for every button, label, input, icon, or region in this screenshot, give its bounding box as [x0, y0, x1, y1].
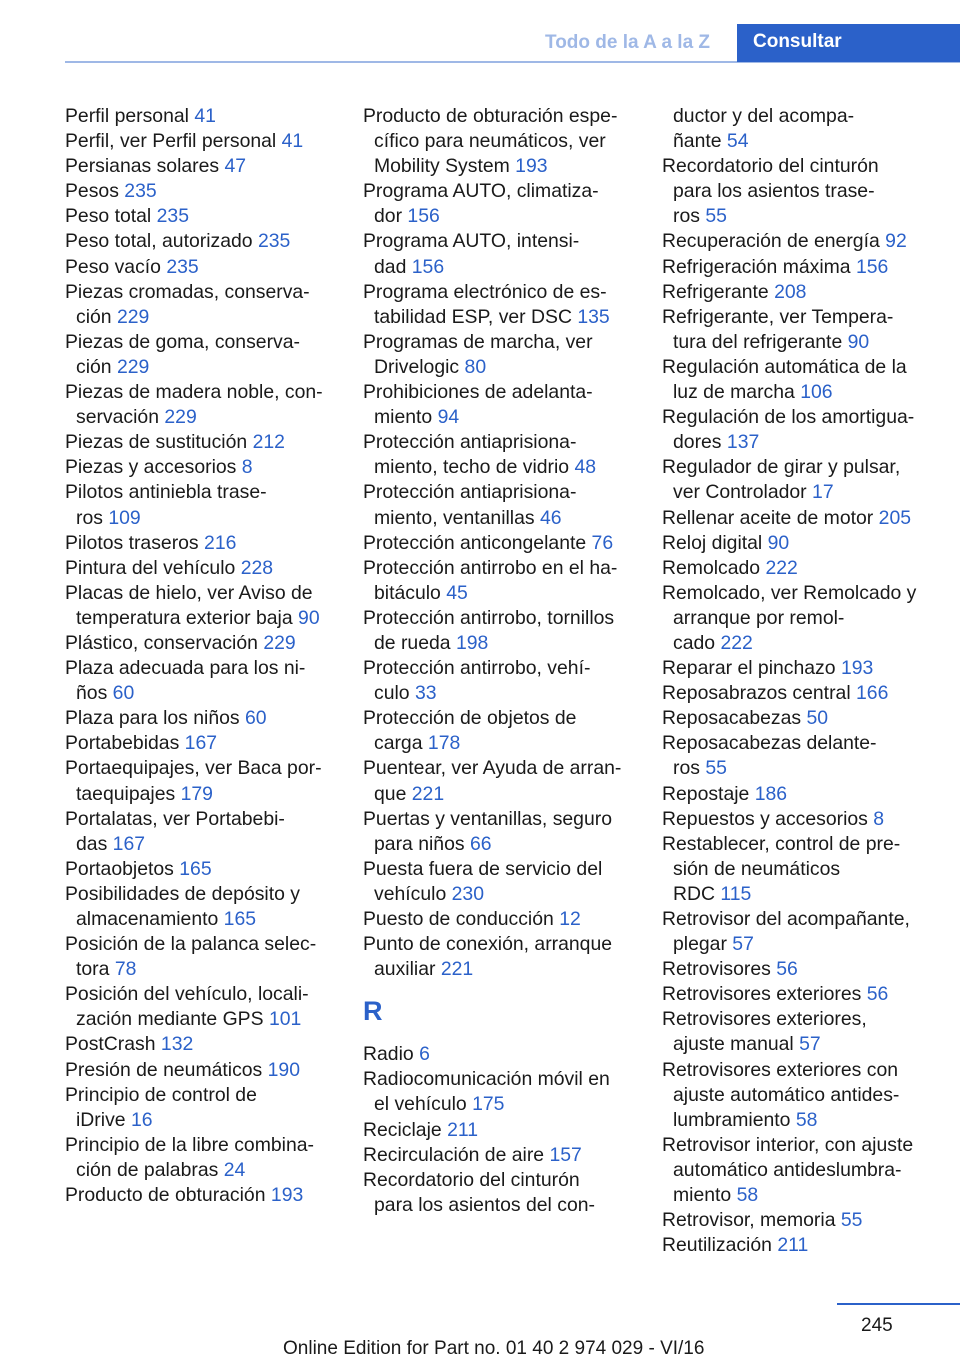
index-entry-text: Piezas y accesorios	[65, 456, 237, 479]
index-entry-text: Portalatas, ver Portabebi- das	[65, 807, 285, 855]
page-link[interactable]: 211	[447, 1118, 478, 1141]
page-link[interactable]: 109	[108, 506, 141, 529]
page-link[interactable]: 56	[776, 958, 798, 981]
index-entry-text: Peso vacío	[65, 255, 161, 278]
page-link[interactable]: 222	[765, 556, 798, 579]
page-link[interactable]: 41	[281, 130, 304, 153]
index-entry-text: Plástico, conservación	[65, 631, 258, 654]
page-link[interactable]: 137	[726, 431, 760, 454]
index-entry-text: Protección antirrobo, vehí- culo	[363, 657, 591, 705]
page-link[interactable]: 92	[885, 230, 907, 253]
index-entry-text: Pintura del vehículo	[65, 556, 236, 579]
index-entry-text: Reposacabezas delante- ros	[662, 732, 877, 780]
page-link[interactable]: 94	[437, 406, 460, 429]
page-link[interactable]: 66	[469, 832, 492, 855]
page-link[interactable]: 135	[577, 305, 610, 328]
page-link[interactable]: 8	[241, 456, 253, 479]
index-entry-text: Protección anticongelante	[363, 531, 587, 554]
index-entry-text: Protección de objetos de carga	[363, 707, 577, 755]
index-entry-text: Principio de control de iDrive	[65, 1083, 257, 1131]
index-entry-text: Presión de neumáticos	[65, 1058, 263, 1081]
index-entry	[662, 1007, 930, 1057]
index-entry	[662, 229, 930, 254]
index-entry	[65, 581, 333, 631]
index-entry	[363, 229, 631, 279]
index-entry-text: Programa electrónico de es- tabilidad ESP, ver DSC	[363, 280, 607, 328]
index-entry-text: Posición del vehículo, locali- zación mediante GPS	[65, 983, 309, 1031]
index-entry	[662, 1058, 930, 1133]
page-link[interactable]: 115	[720, 882, 752, 905]
page-link[interactable]: 205	[878, 506, 912, 529]
index-entry	[363, 706, 631, 756]
index-entry	[363, 1168, 631, 1218]
index-entry-text: Regulación automática de la luz de marcha	[662, 355, 907, 404]
page-link[interactable]: 56	[866, 983, 889, 1006]
page-link[interactable]: 167	[112, 832, 146, 855]
index-entry	[363, 330, 631, 380]
page-link[interactable]: 58	[736, 1184, 759, 1207]
index-entry-text: Placas de hielo, ver Aviso de temperatura exterior baja	[65, 581, 313, 629]
index-entry-text: Piezas cromadas, conserva- ción	[65, 280, 310, 328]
index-entry-text: Repuestos y accesorios	[662, 807, 868, 830]
index-entry-text: Radio	[363, 1043, 414, 1066]
page-link[interactable]: 132	[160, 1033, 194, 1056]
page-link[interactable]: 12	[559, 908, 581, 930]
index-entry	[662, 706, 930, 731]
index-entry	[662, 656, 930, 681]
index-entry	[65, 706, 333, 731]
header-section-title[interactable]: Todo de la A a la Z	[545, 32, 711, 53]
index-entry	[65, 1083, 333, 1133]
index-entry	[65, 1133, 333, 1183]
index-entry	[363, 656, 631, 706]
index-entry-text: Rellenar aceite de motor	[662, 506, 874, 529]
index-entry-text: Puesta fuera de servicio del vehículo	[363, 857, 603, 905]
index-entry-text: Recordatorio del cinturón para los asientos trase- ros	[662, 155, 879, 228]
page-link[interactable]: 157	[549, 1143, 582, 1166]
index-entry	[662, 807, 930, 832]
index-entry	[363, 380, 631, 430]
index-entry-text: Protección antirrobo, tornillos de rueda	[363, 606, 615, 654]
index-entry-text: Refrigerante	[662, 280, 769, 303]
index-entry	[662, 255, 930, 280]
index-entry-text: Principio de la libre combina- ción de palabras	[65, 1133, 314, 1181]
page-link[interactable]: 156	[407, 205, 440, 228]
index-entry	[363, 280, 631, 330]
index-entry	[662, 782, 930, 807]
index-entry	[65, 807, 333, 857]
page-link[interactable]: 90	[847, 330, 870, 353]
page-link[interactable]: 90	[298, 606, 320, 629]
index-entry	[65, 229, 333, 254]
index-entry-text: Reutilización	[662, 1234, 772, 1257]
index-entry	[65, 455, 333, 480]
page-link[interactable]: 208	[774, 280, 807, 303]
index-entry	[65, 280, 333, 330]
index-entry	[65, 480, 333, 530]
index-entry	[662, 104, 930, 154]
index-entry	[65, 556, 333, 581]
page-link[interactable]: 235	[156, 205, 189, 228]
index-entry	[65, 430, 333, 455]
index-entry-text: Perfil personal	[65, 105, 189, 127]
page-link[interactable]: 55	[705, 757, 727, 780]
index-column-3	[662, 104, 930, 1258]
index-entry	[363, 430, 631, 480]
index-entry	[363, 807, 631, 857]
index-entry	[662, 154, 930, 229]
page-link[interactable]: 57	[732, 933, 754, 956]
page-link[interactable]: 167	[184, 732, 218, 755]
index-entry	[662, 1233, 930, 1258]
page-link[interactable]: 17	[812, 481, 834, 504]
page-link[interactable]: 193	[515, 155, 548, 178]
page-link[interactable]: 78	[114, 958, 137, 981]
page-link[interactable]: 221	[440, 958, 474, 981]
index-entry	[662, 556, 930, 581]
index-entry	[65, 982, 333, 1032]
page-link[interactable]: 179	[180, 782, 213, 805]
index-entry-text: Programa AUTO, climatiza- dor	[363, 180, 599, 228]
index-entry	[363, 1143, 631, 1168]
page-link[interactable]: 60	[112, 682, 135, 705]
page-link[interactable]: 48	[574, 456, 597, 479]
index-entry-text: Retrovisor del acompañante, plegar	[662, 908, 910, 956]
index-entry	[662, 681, 930, 706]
index-entry	[662, 455, 930, 505]
index-entry	[363, 1118, 631, 1143]
index-entry	[65, 1032, 333, 1057]
page-link[interactable]: 230	[451, 882, 484, 905]
page-link[interactable]: 229	[164, 406, 197, 429]
index-entry-text: Recuperación de energía	[662, 230, 880, 253]
index-entry-text: Plaza para los niños	[65, 707, 240, 730]
page-link[interactable]: 221	[411, 782, 445, 805]
index-entry-text: Reciclaje	[363, 1118, 442, 1141]
index-entry-text: Programa AUTO, intensi- dad	[363, 230, 580, 278]
index-entry-text: Regulación de los amortigua- dores	[662, 406, 915, 454]
index-entry-text: Retrovisores exteriores con ajuste automático antides- lumbramiento	[662, 1058, 900, 1131]
index-entry	[65, 154, 333, 179]
index-entry-text: Plaza adecuada para los ni- ños	[65, 657, 306, 705]
index-entry	[662, 581, 930, 656]
header-tab-consultar[interactable]: Consultar	[737, 24, 960, 62]
page-link[interactable]: 16	[130, 1108, 153, 1131]
index-entry-text: Reparar el pinchazo	[662, 657, 836, 680]
index-entry-text: Protección antiaprisiona- miento, techo de vidrio	[363, 431, 577, 479]
index-entry	[65, 731, 333, 756]
index-entry-text: PostCrash	[65, 1033, 156, 1056]
index-entry	[65, 380, 333, 430]
page-link[interactable]: 101	[268, 1008, 302, 1031]
index-entry	[65, 882, 333, 932]
index-entry-text: Repostaje	[662, 782, 750, 805]
page-link[interactable]: 235	[124, 180, 157, 203]
page-link[interactable]: 193	[270, 1184, 304, 1207]
index-entry-text: Posición de la palanca selec- tora	[65, 933, 317, 981]
index-entry	[65, 104, 333, 129]
page-link[interactable]: 8	[873, 807, 885, 830]
page-link[interactable]: 165	[179, 857, 212, 880]
index-entry	[65, 330, 333, 380]
index-column-1	[65, 104, 333, 1208]
index-entry-text: Pesos	[65, 180, 119, 203]
index-entry-text: Retrovisores exteriores	[662, 983, 862, 1006]
page-link[interactable]: 50	[806, 707, 829, 730]
index-entry-text: Pilotos antiniebla trase- ros	[65, 481, 267, 529]
page-link[interactable]: 33	[414, 682, 437, 705]
index-entry	[363, 179, 631, 229]
index-entry-text: Piezas de goma, conserva- ción	[65, 330, 300, 378]
index-entry	[65, 531, 333, 556]
page-link[interactable]: 186	[754, 782, 788, 805]
index-entry	[363, 606, 631, 656]
index-entry	[65, 1058, 333, 1083]
index-entry-text: Perfil, ver Perfil personal	[65, 130, 277, 153]
page-link[interactable]: 6	[419, 1043, 430, 1066]
index-entry	[662, 731, 930, 781]
footer-rule	[837, 1303, 960, 1305]
page-link[interactable]: 229	[116, 355, 150, 378]
index-entry	[65, 129, 333, 154]
index-letter-heading: R	[363, 996, 383, 1027]
page-link[interactable]: 229	[263, 631, 296, 654]
page-link[interactable]: 45	[446, 581, 468, 604]
index-entry-text: Piezas de madera noble, con- servación	[65, 381, 323, 429]
index-entry-text: Recirculación de aire	[363, 1143, 545, 1166]
index-entry-text: Peso total, autorizado	[65, 230, 253, 253]
index-entry	[363, 932, 631, 982]
index-entry	[65, 857, 333, 882]
page-link[interactable]: 190	[267, 1058, 300, 1081]
index-entry	[662, 832, 930, 907]
index-entry-text: Retrovisores exteriores, ajuste manual	[662, 1008, 867, 1056]
index-entry	[65, 932, 333, 982]
index-column-2	[363, 104, 631, 1218]
index-entry	[662, 531, 930, 556]
index-entry-text: Pilotos traseros	[65, 531, 199, 554]
index-entry	[363, 907, 631, 932]
index-entry-text: Regulador de girar y pulsar, ver Controlador	[662, 456, 901, 504]
page-link[interactable]: 166	[856, 682, 889, 705]
index-entry	[363, 1067, 631, 1117]
index-entry-text: Portabebidas	[65, 732, 180, 755]
index-entry-text: Producto de obturación espe- cífico para neumáticos, ver Mobility System	[363, 105, 618, 178]
index-entry-text: Protección antirrobo en el ha- bitáculo	[363, 556, 618, 604]
page-link[interactable]: 47	[224, 155, 247, 178]
index-entry-text: Protección antiaprisiona- miento, ventanillas	[363, 481, 577, 529]
index-entry-text: Retrovisores	[662, 958, 771, 981]
page-link[interactable]: 55	[840, 1209, 863, 1232]
index-entry	[662, 506, 930, 531]
index-entry	[65, 179, 333, 204]
page-link[interactable]: 212	[252, 431, 285, 454]
index-entry-text: Remolcado	[662, 556, 761, 579]
index-entry	[363, 104, 631, 179]
page-link[interactable]: 90	[767, 531, 790, 554]
index-entry	[662, 1208, 930, 1233]
page-link[interactable]: 156	[855, 255, 889, 278]
index-entry	[65, 204, 333, 229]
index-entry-text: Peso total	[65, 205, 152, 228]
index-entry-text: ductor y del acompa- ñante	[673, 105, 855, 153]
page-link[interactable]: 165	[223, 908, 257, 930]
index-entry-text: Retrovisor interior, con ajuste automático antideslumbra- miento	[662, 1133, 914, 1207]
edition-note: Online Edition for Part no. 01 40 2 974 029 - VI/16	[283, 1338, 705, 1359]
index-entry-text: Puertas y ventanillas, seguro para niños	[363, 807, 612, 855]
index-entry-text: Puesto de conducción	[363, 908, 554, 930]
page-link[interactable]: 178	[427, 732, 461, 755]
page-link[interactable]: 54	[726, 130, 749, 153]
index-entry	[662, 405, 930, 455]
page-link[interactable]: 24	[223, 1158, 246, 1181]
index-entry-text: Reposacabezas	[662, 707, 802, 730]
index-entry-text: Reloj digital	[662, 531, 763, 554]
index-entry	[662, 355, 930, 405]
index-entry	[65, 756, 333, 806]
index-entry	[65, 1183, 333, 1208]
page-link[interactable]: 106	[800, 381, 833, 404]
index-entry-text: Radiocomunicación móvil en el vehículo	[363, 1068, 610, 1116]
page-link[interactable]: 55	[705, 205, 727, 228]
page-link[interactable]: 60	[245, 707, 267, 730]
index-entry-text: Reposabrazos central	[662, 682, 851, 705]
index-entry-text: Recordatorio del cinturón para los asientos del con-	[363, 1168, 595, 1216]
index-entry	[363, 480, 631, 530]
page-link[interactable]: 222	[720, 631, 753, 654]
page-number: 245	[861, 1315, 893, 1336]
page-link[interactable]: 57	[799, 1033, 821, 1056]
index-entry-text: Programas de marcha, ver Drivelogic	[363, 330, 593, 378]
page-link[interactable]: 235	[166, 255, 199, 278]
index-entry	[662, 305, 930, 355]
index-entry-text: Refrigeración máxima	[662, 255, 851, 278]
index-entry-text: Punto de conexión, arranque auxiliar	[363, 933, 613, 981]
index-entry	[662, 280, 930, 305]
index-entry-text: Piezas de sustitución	[65, 431, 248, 454]
page-link[interactable]: 41	[194, 105, 216, 127]
index-entry-text: Portaequipajes, ver Baca por- taequipajes	[65, 757, 322, 805]
page-link[interactable]: 58	[795, 1108, 818, 1131]
index-entry	[65, 656, 333, 706]
page-link[interactable]: 216	[204, 531, 237, 554]
page-link[interactable]: 175	[472, 1093, 505, 1116]
page-link[interactable]: 228	[240, 556, 274, 579]
index-entry	[363, 756, 631, 806]
page-link[interactable]: 156	[411, 255, 445, 278]
index-entry-text: Remolcado, ver Remolcado y arranque por remol- cado	[662, 581, 917, 654]
index-entry-text: Producto de obturación	[65, 1184, 266, 1207]
index-entry-text: Restablecer, control de pre- sión de neumáticos RDC	[662, 832, 901, 905]
page-link[interactable]: 229	[116, 305, 150, 328]
index-entry	[65, 631, 333, 656]
index-entry	[662, 907, 930, 957]
index-entry	[363, 531, 631, 556]
page-link[interactable]: 193	[840, 657, 874, 680]
index-entry	[662, 982, 930, 1007]
index-entry	[363, 857, 631, 907]
index-entry-text: Refrigerante, ver Tempera- tura del refrigerante	[662, 305, 894, 353]
index-entry-text: Persianas solares	[65, 155, 220, 178]
page-link[interactable]: 235	[257, 230, 291, 253]
index-entry	[662, 957, 930, 982]
index-entry-text: Prohibiciones de adelanta- miento	[363, 381, 593, 429]
index-entry	[662, 1133, 930, 1208]
index-entry	[363, 556, 631, 606]
index-entry-text: Posibilidades de depósito y almacenamiento	[65, 882, 300, 930]
index-entry	[363, 1042, 631, 1067]
index-entry-text: Puentear, ver Ayuda de arran- que	[363, 757, 622, 805]
page-link[interactable]: 80	[464, 355, 487, 378]
page-link[interactable]: 198	[455, 631, 489, 654]
index-entry-text: Portaobjetos	[65, 857, 174, 880]
page-link[interactable]: 211	[777, 1234, 809, 1257]
index-entry-text: Retrovisor, memoria	[662, 1209, 836, 1232]
index-entry	[65, 255, 333, 280]
page-link[interactable]: 46	[540, 506, 562, 529]
page-link[interactable]: 76	[591, 531, 614, 554]
